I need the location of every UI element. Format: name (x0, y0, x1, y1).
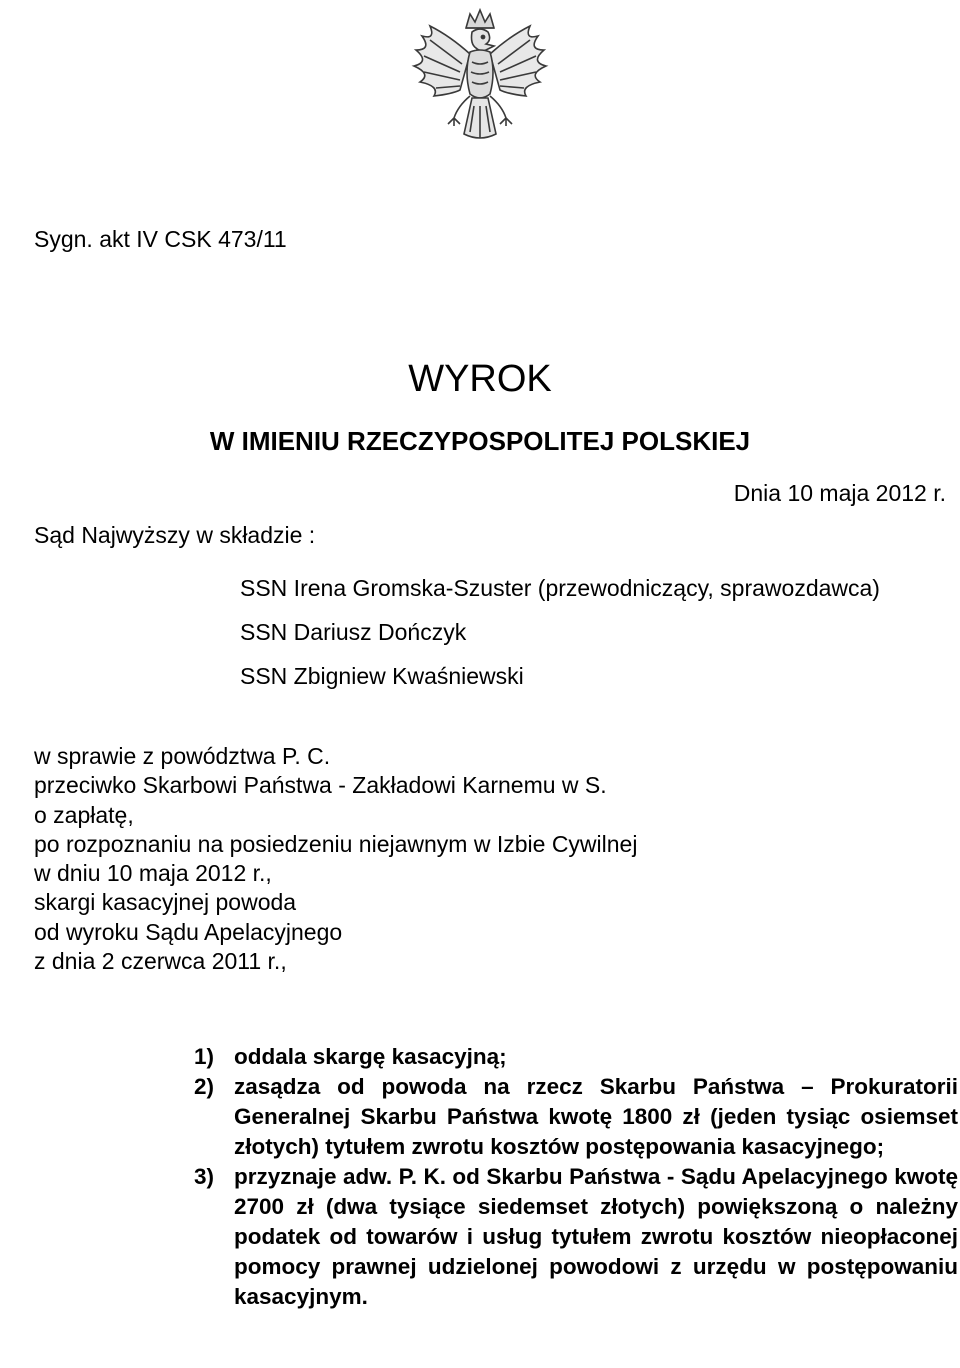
ruling-item (194, 1042, 958, 1072)
judge-name: SSN Dariusz Dończyk (240, 619, 467, 645)
case-number: Sygn. akt IV CSK 473/11 (34, 226, 287, 252)
ruling-text: oddala skargę kasacyjną; (234, 1044, 507, 1069)
case-detail-line: przeciwko Skarbowi Państwa - Zakładowi Karnemu w S. (34, 772, 607, 799)
document-subtitle: W IMIENIU RZECZYPOSPOLITEJ POLSKIEJ (209, 426, 751, 456)
case-detail-line: z dnia 2 czerwca 2011 r., (34, 948, 287, 975)
case-detail-line: w dniu 10 maja 2012 r., (34, 860, 272, 887)
rulings-list (194, 1042, 958, 1312)
ruling-number: 2) (194, 1074, 215, 1099)
judge-name: SSN Zbigniew Kwaśniewski (240, 663, 524, 689)
case-detail-line: o zapłatę, (34, 801, 134, 828)
judge-name: SSN Irena Gromska-Szuster (przewodniczący, sprawozdawca) (240, 575, 880, 601)
case-details (34, 742, 637, 976)
ruling-text: przyznaje adw. P. K. od Skarbu Państwa - Sądu Apelacyjnego kwotę 2700 zł (dwa tysiące siedemset złotych) powiększoną o należny podatek od towarów i usług tytułem zwrotu kosztów nieopłaconej pomocy prawnej udzielonej powodowi z urzędu w postępowaniu kasacyjnym. (234, 1164, 958, 1309)
case-detail-line: po rozpoznaniu na posiedzeniu niejawnym w Izbie Cywilnej (34, 830, 638, 857)
document-title: WYROK (408, 358, 552, 400)
ruling-number: 1) (194, 1044, 215, 1069)
judgment-date: Dnia 10 maja 2012 r. (733, 480, 946, 506)
ruling-item (194, 1072, 958, 1162)
eagle-emblem-icon (400, 6, 560, 164)
ruling-item (194, 1162, 958, 1312)
judges-list (240, 566, 880, 698)
case-detail-line: od wyroku Sądu Apelacyjnego (34, 918, 343, 945)
case-detail-line: skargi kasacyjnej powoda (34, 889, 297, 916)
court-composition-label: Sąd Najwyższy w składzie : (34, 522, 316, 548)
case-detail-line: w sprawie z powództwa P. C. (34, 743, 331, 769)
ruling-number: 3) (194, 1164, 215, 1189)
ruling-text: zasądza od powoda na rzecz Skarbu Państwa – Prokuratorii Generalnej Skarbu Państwa kwotę 1800 zł (jeden tysiąc osiemset złotych) tytułem zwrotu kosztów postępowania kasacyjnego; (234, 1074, 958, 1159)
